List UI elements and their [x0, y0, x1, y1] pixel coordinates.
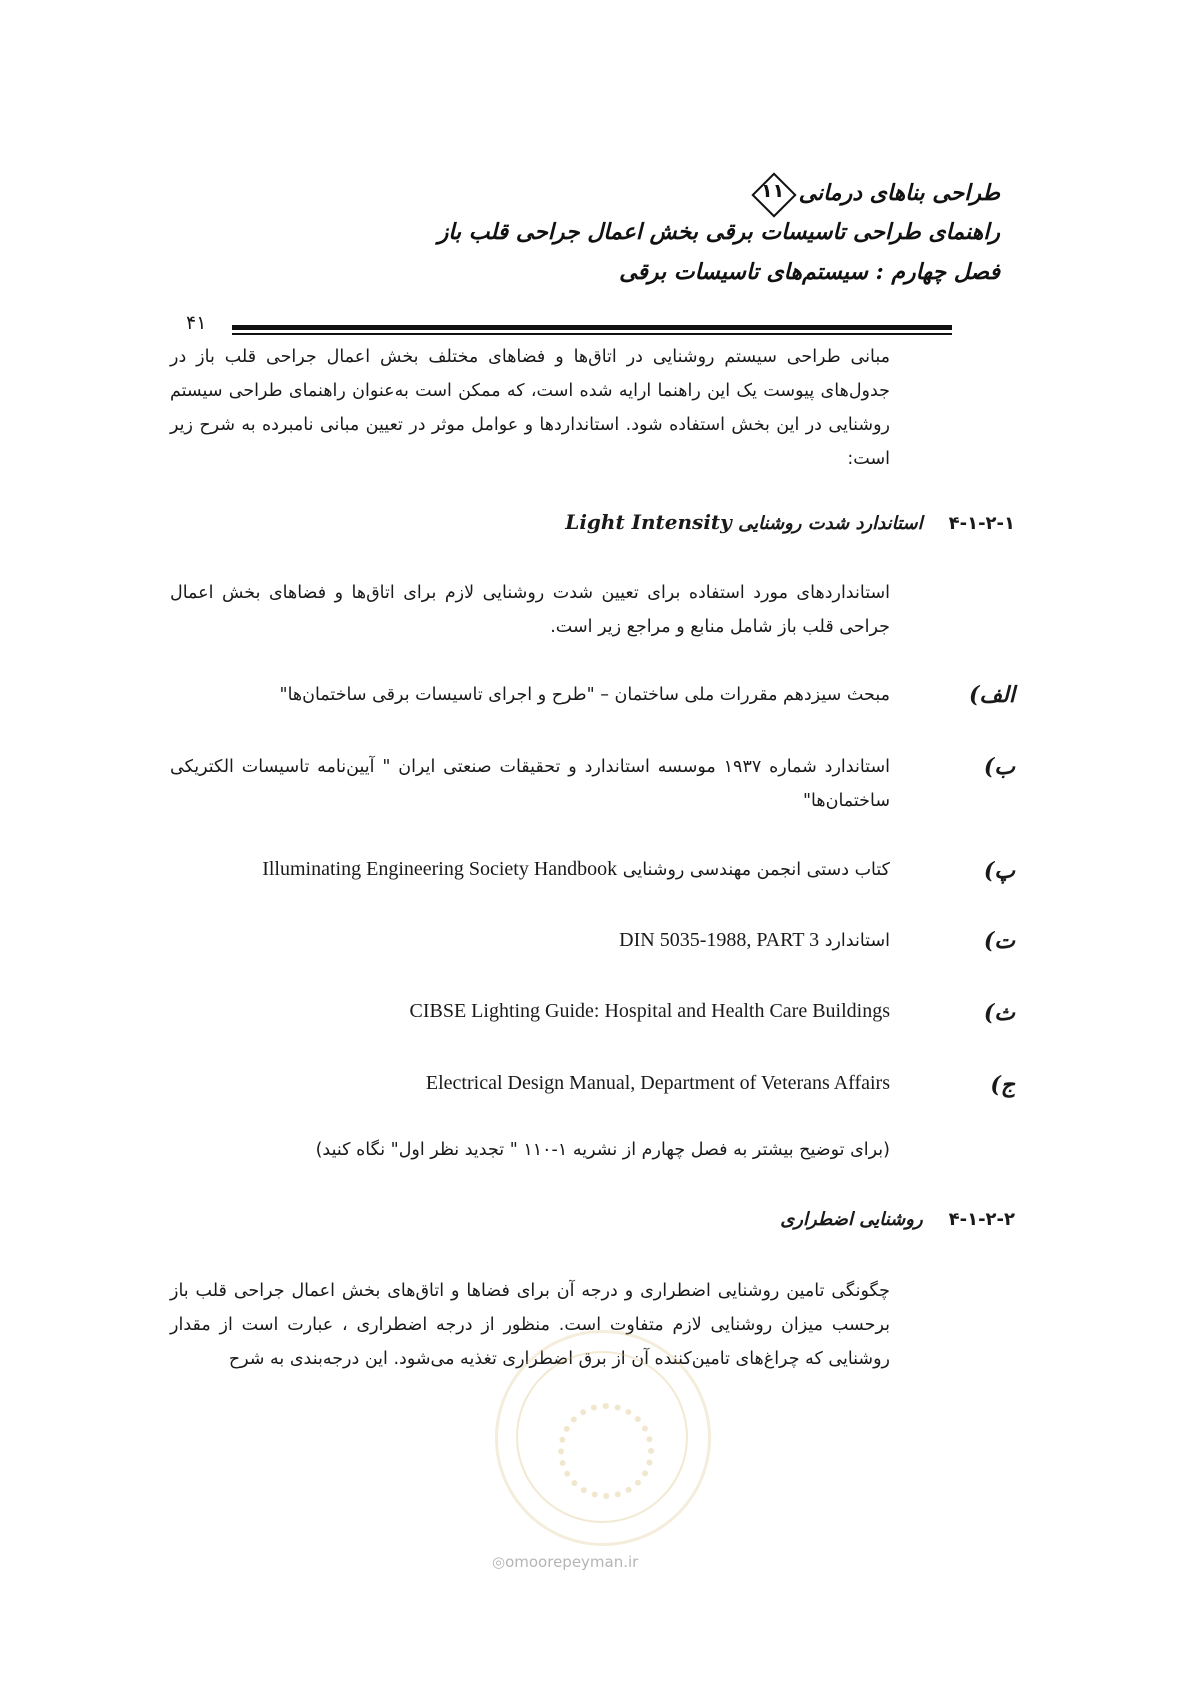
gear-icon	[558, 1403, 654, 1499]
series-number-badge	[751, 172, 795, 216]
reference-text-en: DIN 5035-1988, PART 3	[619, 929, 820, 951]
watermark-site: ◎omoorepeyman.ir	[492, 1553, 639, 1571]
reference-text-en: Illuminating Engineering Society Handbook	[262, 858, 618, 880]
section-title: استاندارد شدت روشنایی	[738, 513, 923, 534]
section-number: ۴-۱-۲-۱	[948, 513, 1015, 534]
section-number: ۴-۱-۲-۲	[948, 1209, 1015, 1230]
reference-text-fa: کتاب دستی انجمن مهندسی روشنایی	[622, 860, 890, 880]
reference-item	[409, 994, 890, 1029]
header-rule-thin	[232, 333, 952, 335]
reference-item: مبحث سیزدهم مقررات ملی ساختمان – "طرح و اجرای تاسیسات برقی ساختمان‌ها"	[279, 685, 890, 705]
series-number: ۱۱	[761, 180, 785, 202]
page-number: ۴۱	[186, 312, 207, 334]
reference-note: (برای توضیح بیشتر به فصل چهارم از نشریه ۱-۱۱۰ " تجدید نظر اول" نگاه کنید)	[315, 1140, 890, 1160]
reference-text-en: CIBSE Lighting Guide: Hospital and Health Care Buildings	[409, 1000, 890, 1022]
section-title: روشنایی اضطراری	[780, 1209, 923, 1230]
header-rule-thick	[232, 325, 952, 330]
intro-paragraph: مبانی طراحی سیستم روشنایی در اتاق‌ها و فضاهای مختلف بخش اعمال جراحی قلب باز در جدول‌های پیوست یک این راهنما ارایه شده است، که ممکن است به‌عنوان راهنمای طراحی سیستم روشنایی در این بخش استفاده شود. استانداردها و عوامل موثر در تعیین مبانی نامبرده به شرح زیر است:	[170, 347, 890, 469]
reference-item	[262, 852, 890, 887]
reference-letter: ب)	[983, 754, 1015, 780]
reference-letter: ت)	[983, 928, 1015, 954]
section-1-paragraph: استانداردهای مورد استفاده برای تعیین شدت روشنایی لازم برای اتاق‌ها و فضاهای بخش اعمال جراحی قلب باز شامل منابع و مراجع زیر است.	[170, 583, 890, 637]
reference-letter: پ)	[983, 858, 1015, 884]
reference-text-en: Electrical Design Manual, Department of Veterans Affairs	[425, 1072, 890, 1094]
reference-letter: ج)	[990, 1072, 1015, 1098]
reference-item	[426, 1066, 890, 1101]
section-2-paragraph: چگونگی تامین روشنایی اضطراری و درجه آن برای فضاها و اتاق‌های بخش اعمال جراحی قلب باز برحسب میزان روشنایی لازم متفاوت است. منظور از درجه اضطراری ، عبارت است از مقدار روشنایی که چراغ‌های تامین‌کننده آن از برق اضطراری تغذیه می‌شود. این درجه‌بندی به شرح	[170, 1281, 890, 1369]
header-title-line2: راهنمای طراحی تاسیسات برقی بخش اعمال جراحی قلب باز	[437, 219, 1000, 245]
reference-letter: ث)	[983, 1000, 1015, 1026]
chapter-title: فصل چهارم : سیستم‌های تاسیسات برقی	[619, 259, 1000, 285]
section-heading-1	[565, 510, 1015, 534]
book-series-title: طراحی بناهای درمانی	[798, 180, 1000, 206]
section-title-en: Light Intensity	[565, 510, 732, 534]
header-title-line1	[747, 172, 1000, 216]
watermark-seal-icon	[495, 1330, 711, 1546]
section-heading-2	[780, 1209, 1015, 1230]
reference-letter: الف)	[969, 682, 1015, 708]
reference-item: استاندارد شماره ۱۹۳۷ موسسه استاندارد و تحقیقات صنعتی ایران " آیین‌نامه تاسیسات الکتریکی ساختمان‌ها"	[170, 757, 890, 811]
reference-item	[619, 923, 890, 958]
reference-text-fa: استاندارد	[824, 931, 890, 951]
